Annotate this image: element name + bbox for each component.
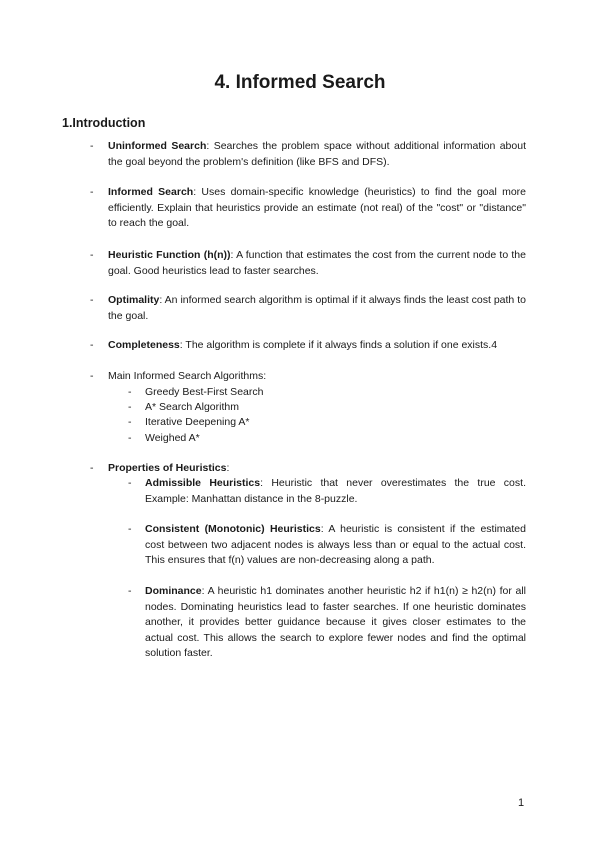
bullet-dash: - (90, 249, 94, 261)
sub-bullet-dash: - (128, 416, 132, 428)
sub-bullet-dash: - (128, 523, 132, 535)
item-term: Properties of Heuristics (108, 462, 227, 474)
property-term: Dominance (145, 585, 202, 597)
item-text: : (263, 370, 267, 382)
item-uninformed-search (108, 139, 526, 170)
item-text: : (226, 462, 230, 474)
property-text: : A heuristic is consistent if the estimated cost between two adjacent nodes is always less than or equal to the actual cost. This ensures that f(n) values are non-decreasing along a path. (145, 523, 526, 566)
sub-bullet-dash: - (128, 401, 132, 413)
algorithm-item: Weighed A* (145, 432, 200, 444)
item-optimality (108, 293, 526, 324)
property-admissible (145, 476, 526, 507)
item-term: Heuristic Function (h(n)) (108, 249, 231, 261)
bullet-dash: - (90, 294, 94, 306)
item-main-algorithms (108, 369, 526, 385)
sub-bullet-dash: - (128, 477, 132, 489)
item-term: Main Informed Search Algorithms (108, 370, 264, 382)
section-heading: 1.Introduction (62, 116, 146, 130)
item-properties-of-heuristics (108, 461, 526, 477)
item-text: : A function that estimates the cost from the current node to the goal. Good heuristics lead to faster searches. (108, 249, 526, 277)
bullet-dash: - (90, 462, 94, 474)
bullet-dash: - (90, 370, 94, 382)
algorithm-item: Iterative Deepening A* (145, 416, 250, 428)
page-title: 4. Informed Search (214, 72, 386, 93)
item-informed-search (108, 185, 526, 232)
item-text: : Uses domain-specific knowledge (heuristics) to find the goal more efficiently. Explain that heuristics provide an estimate (not real) of the "cost" or "distance" to reach the goal. (108, 186, 526, 229)
item-text: : An informed search algorithm is optimal if it always finds the least cost path to the goal. (108, 294, 526, 322)
property-text: : A heuristic h1 dominates another heuristic h2 if h1(n) ≥ h2(n) for all nodes. Dominating heuristics lead to faster searches. If one heuristic dominates another, it provides better guidance because it gives closer estimates to the actual cost. This allows the search to explore fewer nodes and find the optimal solution faster. (145, 585, 526, 659)
algorithm-item: A* Search Algorithm (145, 401, 239, 413)
property-term: Admissible Heuristics (145, 477, 261, 489)
item-text: : The algorithm is complete if it always finds a solution if one exists.4 (179, 339, 498, 351)
property-text: : Heuristic that never overestimates the true cost. Example: Manhattan distance in the 8-puzzle. (145, 477, 526, 505)
bullet-dash: - (90, 339, 94, 351)
item-completeness (108, 338, 526, 354)
property-dominance (145, 584, 526, 662)
page-number: 1 (518, 797, 525, 809)
sub-bullet-dash: - (128, 432, 132, 444)
item-text: : Searches the problem space without additional information about the goal beyond the problem's definition (like BFS and DFS). (108, 140, 526, 168)
item-term: Completeness (108, 339, 180, 351)
algorithm-item: Greedy Best-First Search (145, 386, 264, 398)
bullet-dash: - (90, 140, 94, 152)
sub-bullet-dash: - (128, 585, 132, 597)
bullet-dash: - (90, 186, 94, 198)
property-term: Consistent (Monotonic) Heuristics (145, 523, 321, 535)
item-term: Uninformed Search (108, 140, 207, 152)
item-heuristic-function (108, 248, 526, 279)
property-consistent (145, 522, 526, 569)
item-term: Optimality (108, 294, 160, 306)
item-term: Informed Search (108, 186, 194, 198)
sub-bullet-dash: - (128, 386, 132, 398)
